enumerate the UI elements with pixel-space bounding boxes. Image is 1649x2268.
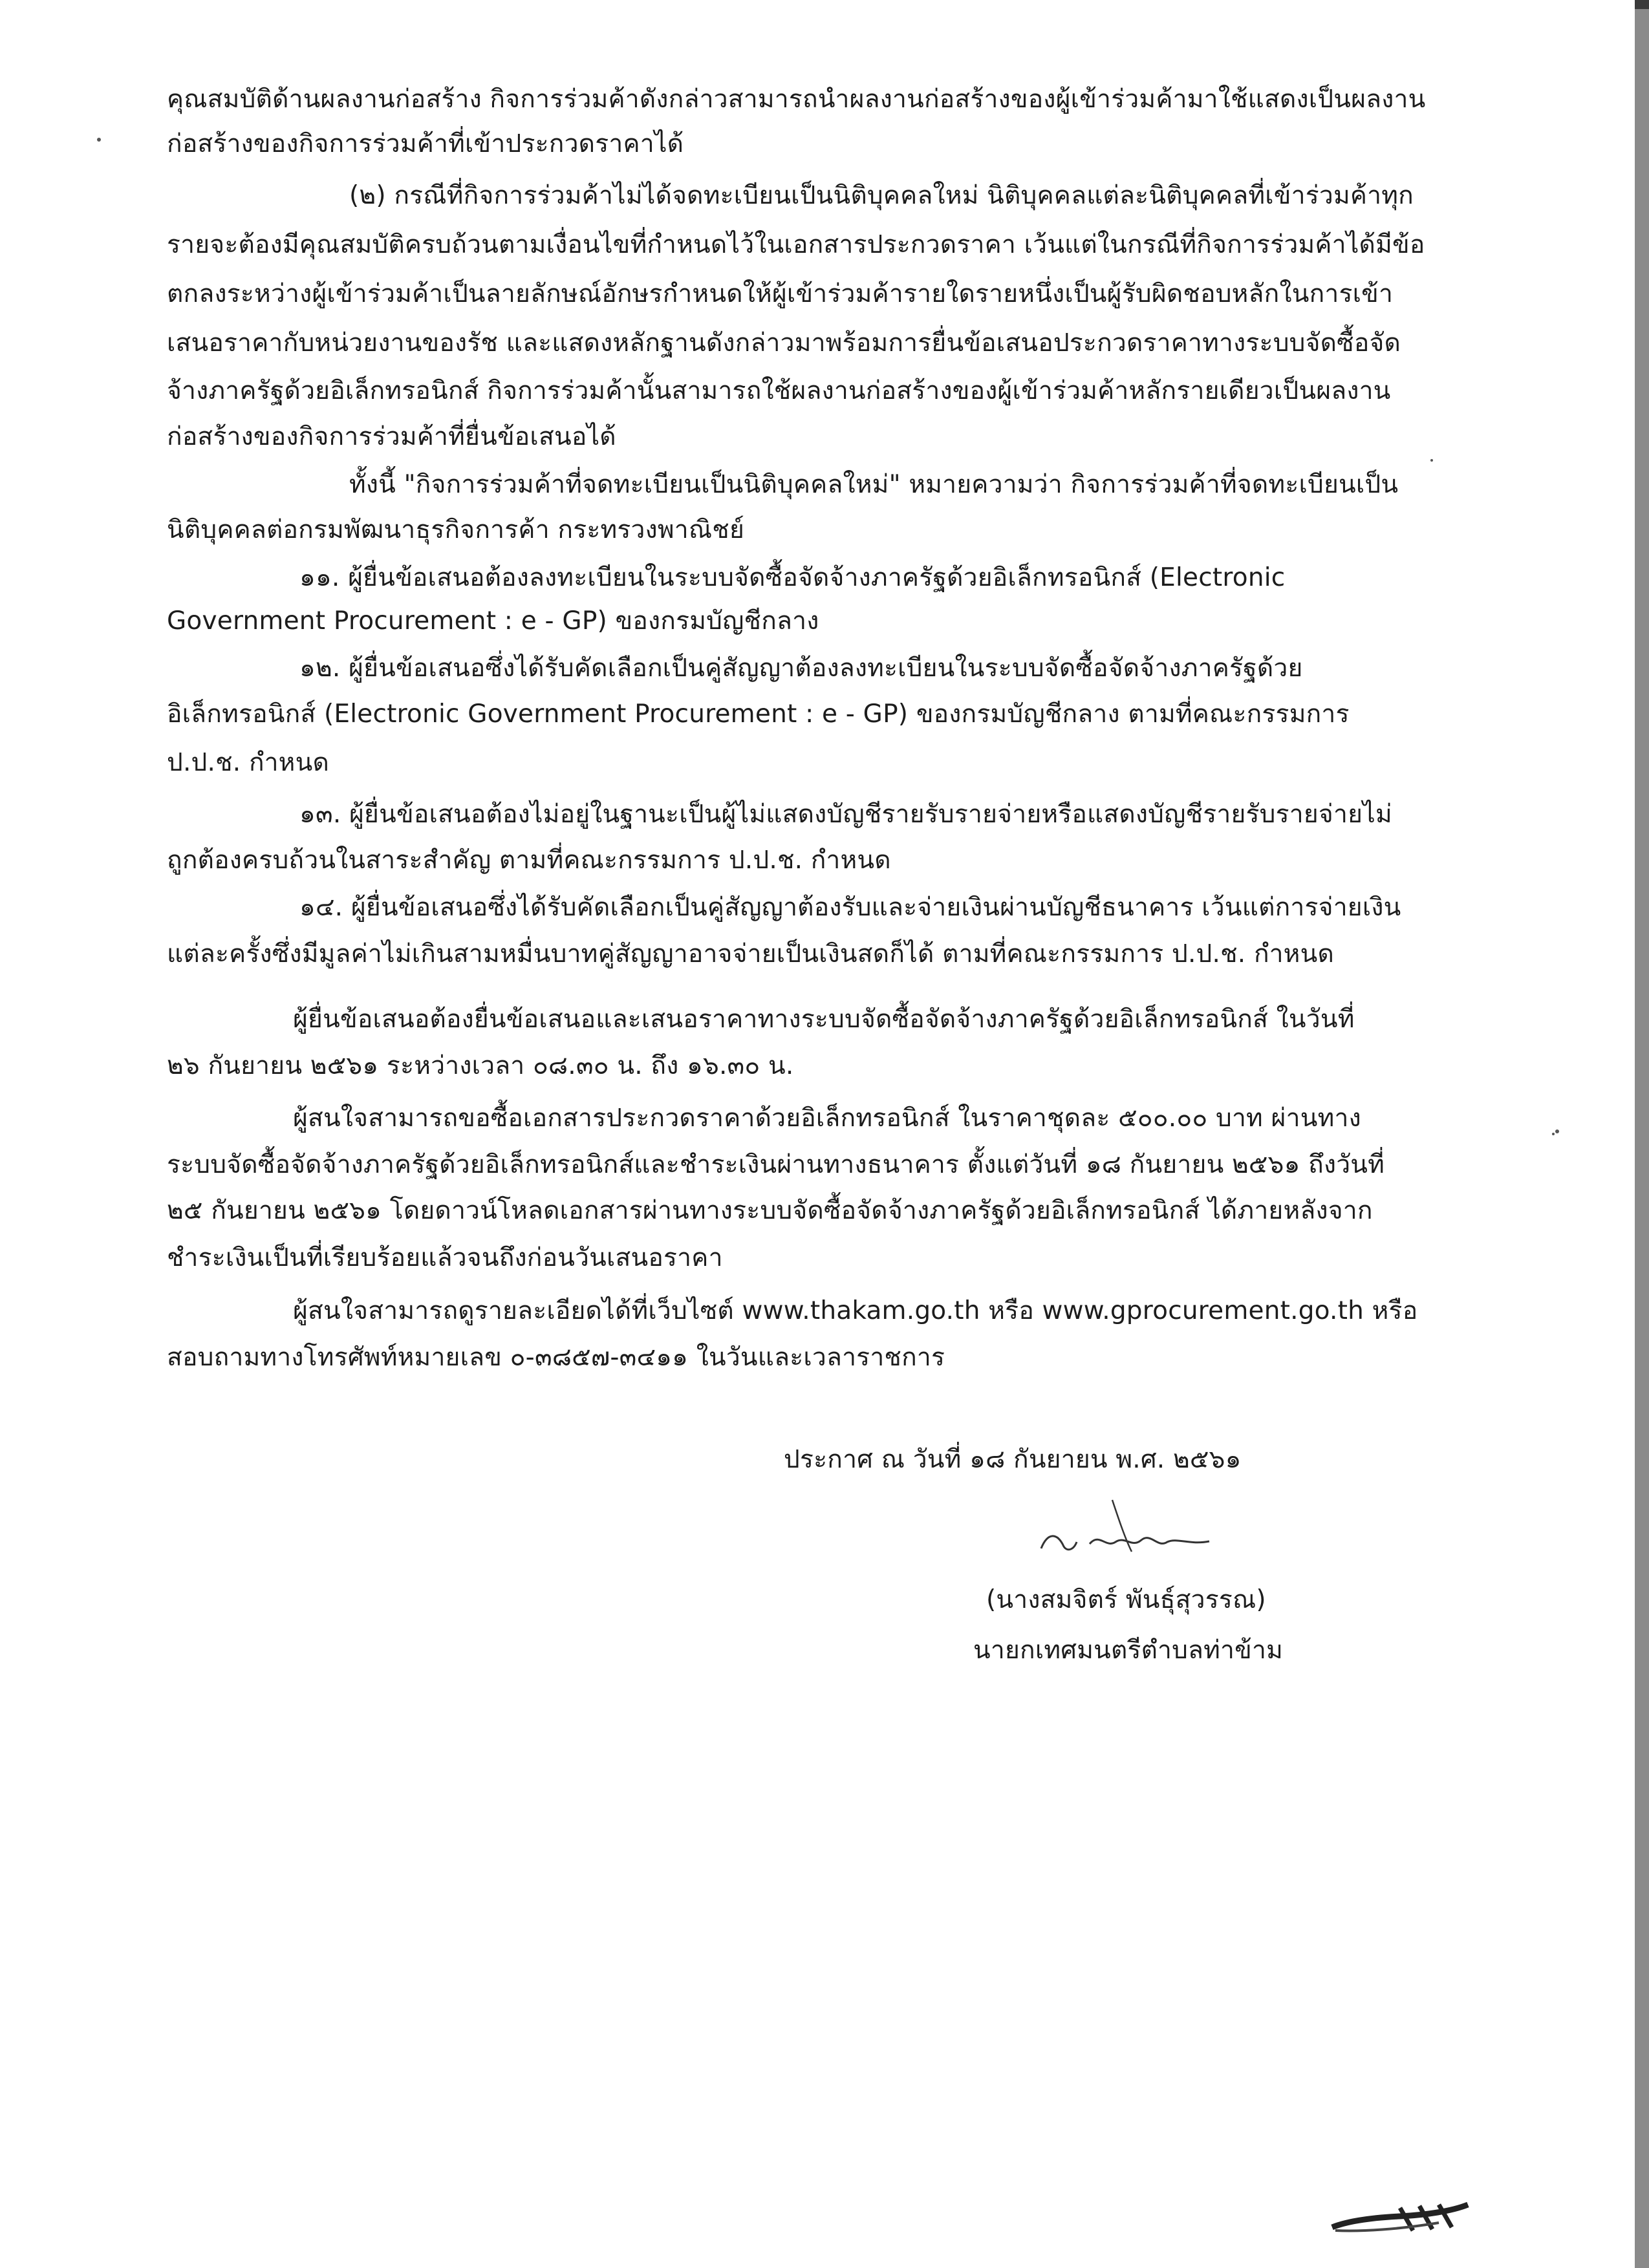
scan-edge: [1635, 0, 1649, 2268]
text-line: ป.ป.ช. กำหนด: [167, 748, 329, 777]
text-line: ก่อสร้างของกิจการร่วมค้าที่เข้าประกวดราคาได้: [167, 129, 684, 158]
stamp-mark: [1322, 2192, 1478, 2243]
text-line: ผู้สนใจสามารถดูรายละเอียดได้ที่เว็บไซต์ www.thakam.go.th หรือ www.gprocurement.go.th หรือ: [293, 1296, 1418, 1325]
text-line: ตกลงระหว่างผู้เข้าร่วมค้าเป็นลายลักษณ์อักษรกำหนดให้ผู้เข้าร่วมค้ารายใดรายหนึ่งเป็นผู้รับผิดชอบหลักในการเข้า: [167, 279, 1394, 308]
text-line: ทั้งนี้ "กิจการร่วมค้าที่จดทะเบียนเป็นนิติบุคคลใหม่" หมายความว่า กิจการร่วมค้าที่จดทะเบียนเป็น: [349, 470, 1399, 499]
text-line: ก่อสร้างของกิจการร่วมค้าที่ยื่นข้อเสนอได้: [167, 422, 616, 451]
text-line: คุณสมบัติด้านผลงานก่อสร้าง กิจการร่วมค้าดังกล่าวสามารถนำผลงานก่อสร้างของผู้เข้าร่วมค้ามาใช้แสดงเป็นผลงาน: [167, 85, 1426, 114]
text-line: ๒๖ กันยายน ๒๕๖๑ ระหว่างเวลา ๐๘.๓๐ น. ถึง ๑๖.๓๐ น.: [167, 1051, 794, 1080]
scan-speck: [1552, 1133, 1555, 1135]
scan-speck: [97, 138, 101, 142]
text-line: ๑๑. ผู้ยื่นข้อเสนอต้องลงทะเบียนในระบบจัดซื้อจัดจ้างภาครัฐด้วยอิเล็กทรอนิกส์ (Electronic: [299, 563, 1286, 592]
text-line: รายจะต้องมีคุณสมบัติครบถ้วนตามเงื่อนไขที่กำหนดไว้ในเอกสารประกวดราคา เว้นแต่ในกรณีที่กิจการร่วมค้าได้มีข้อ: [167, 230, 1425, 259]
text-line: (๒) กรณีที่กิจการร่วมค้าไม่ได้จดทะเบียนเป็นนิติบุคคลใหม่ นิติบุคคลแต่ละนิติบุคคลที่เข้าร่วมค้าทุก: [349, 181, 1414, 210]
signer-title: นายกเทศมนตรีตำบลท่าข้าม: [973, 1636, 1284, 1665]
text-line: ชำระเงินเป็นที่เรียบร้อยแล้วจนถึงก่อนวันเสนอราคา: [167, 1243, 723, 1272]
text-line: อิเล็กทรอนิกส์ (Electronic Government Procurement : e - GP) ของกรมบัญชีกลาง ตามที่คณะกรรมการ: [167, 700, 1350, 729]
scan-speck: [1555, 1129, 1559, 1133]
signature: [1028, 1487, 1242, 1571]
text-line: จ้างภาครัฐด้วยอิเล็กทรอนิกส์ กิจการร่วมค้านั้นสามารถใช้ผลงานก่อสร้างของผู้เข้าร่วมค้าหลักรายเดียวเป็นผลงาน: [167, 376, 1391, 405]
scan-speck: [1430, 459, 1433, 462]
text-line: ผู้ยื่นข้อเสนอต้องยื่นข้อเสนอและเสนอราคาทางระบบจัดซื้อจัดจ้างภาครัฐด้วยอิเล็กทรอนิกส์ ในวันที่: [293, 1005, 1355, 1034]
text-line: ระบบจัดซื้อจัดจ้างภาครัฐด้วยอิเล็กทรอนิกส์และชำระเงินผ่านทางธนาคาร ตั้งแต่วันที่ ๑๘ กันยายน ๒๕๖๑ ถึงวันที่: [167, 1150, 1385, 1179]
text-line: แต่ละครั้งซึ่งมีมูลค่าไม่เกินสามหมื่นบาทคู่สัญญาอาจจ่ายเป็นเงินสดก็ได้ ตามที่คณะกรรมการ ป.ป.ช. กำหนด: [167, 939, 1334, 968]
text-line: สอบถามทางโทรศัพท์หมายเลข ๐-๓๘๕๗-๓๔๑๑ ในวันและเวลาราชการ: [167, 1343, 945, 1372]
text-line: Government Procurement : e - GP) ของกรมบัญชีกลาง: [167, 606, 819, 636]
text-line: นิติบุคคลต่อกรมพัฒนาธุรกิจการค้า กระทรวงพาณิชย์: [167, 515, 745, 544]
scan-edge-top: [1635, 0, 1649, 9]
text-line: ถูกต้องครบถ้วนในสาระสำคัญ ตามที่คณะกรรมการ ป.ป.ช. กำหนด: [167, 846, 891, 875]
text-line: ๒๕ กันยายน ๒๕๖๑ โดยดาวน์โหลดเอกสารผ่านทางระบบจัดซื้อจัดจ้างภาครัฐด้วยอิเล็กทรอนิกส์ ได้ภายหลังจาก: [167, 1196, 1373, 1225]
text-line: ๑๒. ผู้ยื่นข้อเสนอซึ่งได้รับคัดเลือกเป็นคู่สัญญาต้องลงทะเบียนในระบบจัดซื้อจัดจ้างภาครัฐด้วย: [299, 654, 1303, 683]
text-line: ๑๔. ผู้ยื่นข้อเสนอซึ่งได้รับคัดเลือกเป็นคู่สัญญาต้องรับและจ่ายเงินผ่านบัญชีธนาคาร เว้นแต่การจ่ายเงิน: [299, 893, 1401, 922]
signer-name: (นางสมจิตร์ พันธุ์สุวรรณ): [986, 1585, 1266, 1614]
text-line: ผู้สนใจสามารถขอซื้อเอกสารประกวดราคาด้วยอิเล็กทรอนิกส์ ในราคาชุดละ ๕๐๐.๐๐ บาท ผ่านทาง: [293, 1104, 1361, 1133]
text-line: ๑๓. ผู้ยื่นข้อเสนอต้องไม่อยู่ในฐานะเป็นผู้ไม่แสดงบัญชีรายรับรายจ่ายหรือแสดงบัญชีรายรับรายจ่ายไม่: [299, 800, 1392, 829]
announcement-date: ประกาศ ณ วันที่ ๑๘ กันยายน พ.ศ. ๒๕๖๑: [784, 1445, 1242, 1474]
text-line: เสนอราคากับหน่วยงานของรัช และแสดงหลักฐานดังกล่าวมาพร้อมการยื่นข้อเสนอประกวดราคาทางระบบจัดซื้อจัด: [167, 328, 1401, 358]
